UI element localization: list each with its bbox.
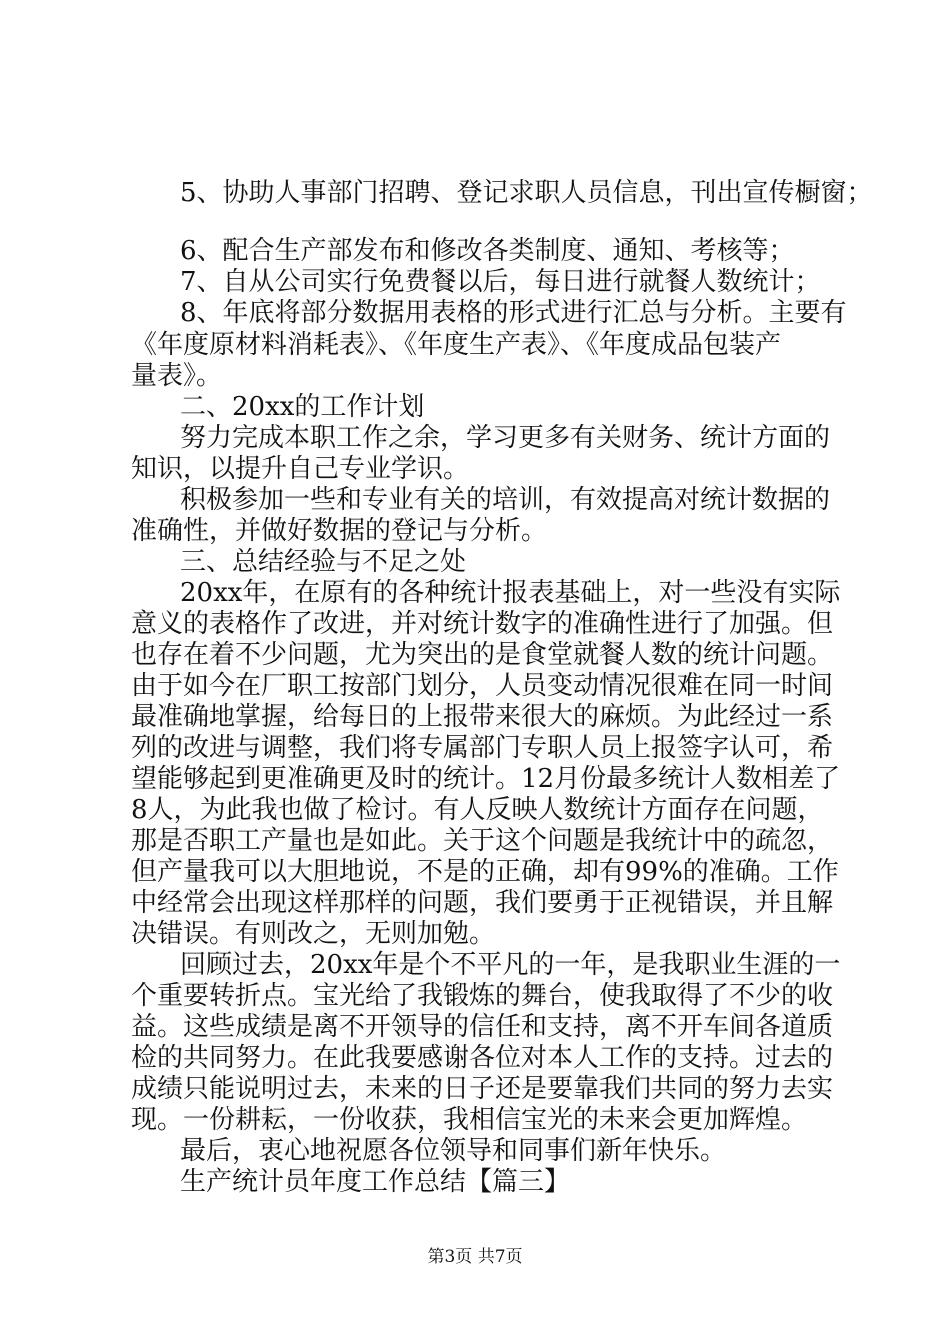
paragraph-line: 8人，为此我也做了检讨。有人反映人数统计方面存在问题， — [131, 795, 824, 825]
paragraph-line: 5、协助人事部门招聘、登记求职人员信息，刊出宣传橱窗； — [180, 178, 873, 208]
paragraph-line: 7、自从公司实行免费餐以后，每日进行就餐人数统计； — [180, 267, 821, 297]
paragraph-line: 最后，衷心地祝愿各位领导和同事们新年快乐。 — [180, 1136, 727, 1166]
paragraph-line: 量表》。 — [131, 361, 223, 391]
page-number: 第3页 共7页 — [427, 1247, 523, 1267]
paragraph-line: 知识，以提升自己专业学识。 — [131, 454, 470, 484]
section-heading: 二、20xx的工作计划 — [180, 392, 425, 422]
paragraph-line: 努力完成本职工作之余，学习更多有关财务、统计方面的 — [180, 423, 831, 453]
paragraph-line: 但产量我可以大胆地说，不是的正确，却有99%的准确。工作 — [131, 857, 839, 887]
paragraph-line: 也存在着不少问题，尤为突出的是食堂就餐人数的统计问题。 — [131, 640, 834, 670]
paragraph-line: 回顾过去，20xx年是个不平凡的一年，是我职业生涯的一 — [180, 950, 841, 980]
paragraph-line: 《年度原材料消耗表》、《年度生产表》、《年度成品包装产 — [131, 330, 782, 360]
paragraph-line: 20xx年，在原有的各种统计报表基础上，对一些没有实际 — [180, 578, 841, 608]
paragraph-line: 8、年底将部分数据用表格的形式进行汇总与分析。主要有 — [180, 298, 847, 328]
paragraph-line: 望能够起到更准确更及时的统计。12月份最多统计人数相差了 — [131, 764, 841, 794]
page-footer — [0, 1246, 950, 1268]
paragraph-line: 现。一份耕耘，一份收获，我相信宝光的未来会更加辉煌。 — [131, 1105, 808, 1135]
paragraph-line: 积极参加一些和专业有关的培训，有效提高对统计数据的 — [180, 485, 831, 515]
paragraph-line: 决错误。有则改之，无则加勉。 — [131, 919, 496, 949]
paragraph-line: 检的共同努力。在此我要感谢各位对本人工作的支持。过去的 — [131, 1043, 834, 1073]
section-heading: 三、总结经验与不足之处 — [180, 547, 467, 577]
paragraph-line: 那是否职工产量也是如此。关于这个问题是我统计中的疏忽， — [131, 826, 834, 856]
paragraph-line: 由于如今在厂职工按部门划分，人员变动情况很难在同一时间 — [131, 671, 834, 701]
paragraph-line: 6、配合生产部发布和修改各类制度、通知、考核等； — [180, 236, 795, 266]
paragraph-line: 最准确地掌握，给每日的上报带来很大的麻烦。为此经过一系 — [131, 702, 834, 732]
paragraph-line: 成绩只能说明过去，未来的日子还是要靠我们共同的努力去实 — [131, 1074, 834, 1104]
paragraph-line: 意义的表格作了改进，并对统计数字的准确性进行了加强。但 — [131, 609, 834, 639]
paragraph-line: 中经常会出现这样那样的问题，我们要勇于正视错误，并且解 — [131, 888, 834, 918]
paragraph-line: 益。这些成绩是离不开领导的信任和支持，离不开车间各道质 — [131, 1012, 834, 1042]
paragraph-line: 准确性，并做好数据的登记与分析。 — [131, 516, 548, 546]
section-title: 生产统计员年度工作总结【篇三】 — [180, 1167, 571, 1197]
paragraph-line: 个重要转折点。宝光给了我锻炼的舞台，使我取得了不少的收 — [131, 981, 834, 1011]
paragraph-line: 列的改进与调整，我们将专属部门专职人员上报签字认可，希 — [131, 733, 834, 763]
